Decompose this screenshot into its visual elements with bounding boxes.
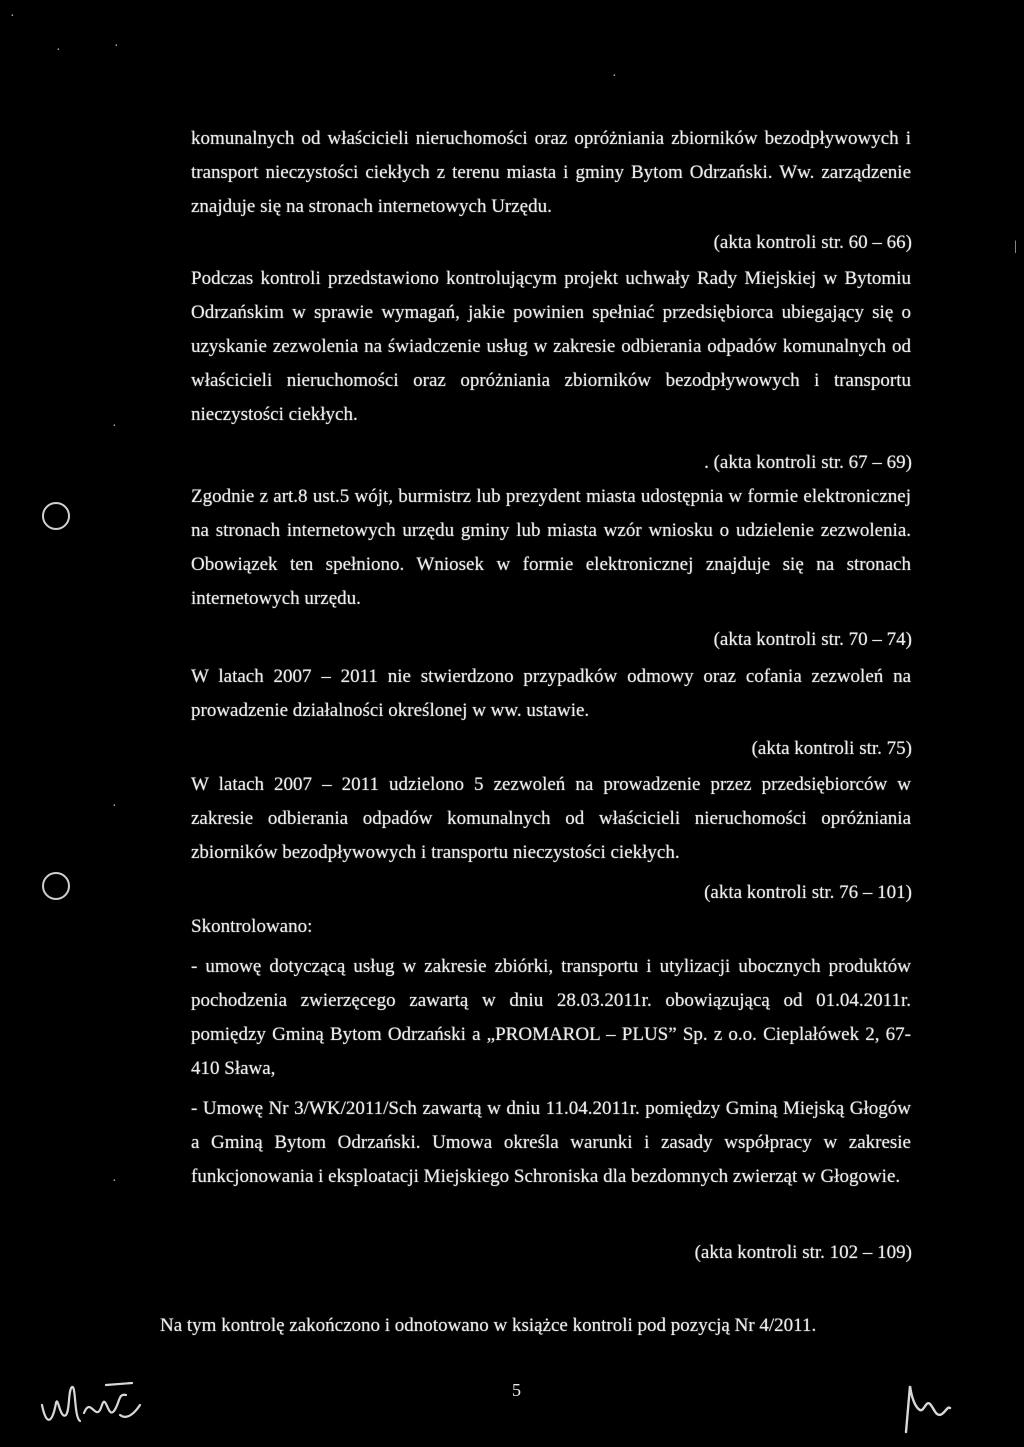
reference-1: (akta kontroli str. 60 – 66) [713,232,912,253]
paragraph-2: Podczas kontroli przedstawiono kontrolującym projekt uchwały Rady Miejskiej w Bytomiu Odrzańskim w sprawie wymagań, jakie powinien spełniać przedsiębiorca ubiegający się o uzyskanie zezwolenia na świadczenie usług w zakresie odbierania odpadów komunalnych od właścicieli nieruchomości oraz opróżniania zbiorników bezodpływowych i transportu nieczystości ciekłych. [191,268,911,425]
paragraph-3: Zgodnie z art.8 ust.5 wójt, burmistrz lub prezydent miasta udostępnia w formie elektronicznej na stronach internetowych urzędu gminy lub miasta wzór wniosku o udzielenie zezwolenia. Obowiązek ten spełniono. Wniosek w formie elektronicznej znajduje się na stronach internetowych urzędu. [191,486,911,609]
checked-item-1: - umowę dotyczącą usług w zakresie zbiórki, transportu i utylizacji ubocznych produktów pochodzenia zwierzęcego zawartą w dniu 28.03.2011r. obowiązującą od 01.04.2011r. pomiędzy Gminą Bytom Odrzański a „PROMAROL – PLUS” Sp. z o.o. Cieplałówek 2, 67-410 Sława, [191,956,911,1079]
punch-hole-bottom [42,872,70,900]
reference-4: (akta kontroli str. 75) [751,738,912,759]
reference-3: (akta kontroli str. 70 – 74) [713,629,912,650]
paragraph-1: komunalnych od właścicieli nieruchomości oraz opróżniania zbiorników bezodpływowych i transport nieczystości ciekłych z terenu miasta i gminy Bytom Odrzański. Ww. zarządzenie znajduje się na stronach internetowych Urzędu. [191,128,911,217]
checked-item-2: - Umowę Nr 3/WK/2011/Sch zawartą w dniu 11.04.2011r. pomiędzy Gminą Miejską Głogów a Gminą Bytom Odrzański. Umowa określa warunki i zasady współpracy w zakresie funkcjonowania i eksploatacji Miejskiego Schroniska dla bezdomnych zwierząt w Głogowie. [191,1098,911,1187]
reference-5: (akta kontroli str. 76 – 101) [704,882,912,903]
reference-6: (akta kontroli str. 102 – 109) [694,1242,912,1263]
signature-left [36,1375,146,1435]
scan-speck: · [612,69,617,84]
checked-heading: Skontrolowano: [191,916,313,937]
scan-speck: · [112,799,117,814]
scan-speck: · [114,39,119,54]
page-number: 5 [512,1380,521,1400]
scan-speck: · [10,9,15,24]
scan-speck: | [1014,239,1017,254]
paragraph-5: W latach 2007 – 2011 udzielono 5 zezwoleń na prowadzenie przez przedsiębiorców w zakresie odbierania odpadów komunalnych od właścicieli nieruchomości opróżniania zbiorników bezodpływowych i transportu nieczystości ciekłych. [191,774,911,863]
closing-note: Na tym kontrolę zakończono i odnotowano w książce kontroli pod pozycją Nr 4/2011. [160,1315,817,1336]
reference-2: . (akta kontroli str. 67 – 69) [704,452,912,473]
scan-speck: · [56,43,61,58]
signature-right [896,1378,956,1438]
paragraph-4: W latach 2007 – 2011 nie stwierdzono przypadków odmowy oraz cofania zezwoleń na prowadzenie działalności określonej w ww. ustawie. [191,666,911,721]
scan-speck: · [112,419,117,434]
punch-hole-top [42,502,70,530]
scan-speck: · [112,1174,117,1189]
